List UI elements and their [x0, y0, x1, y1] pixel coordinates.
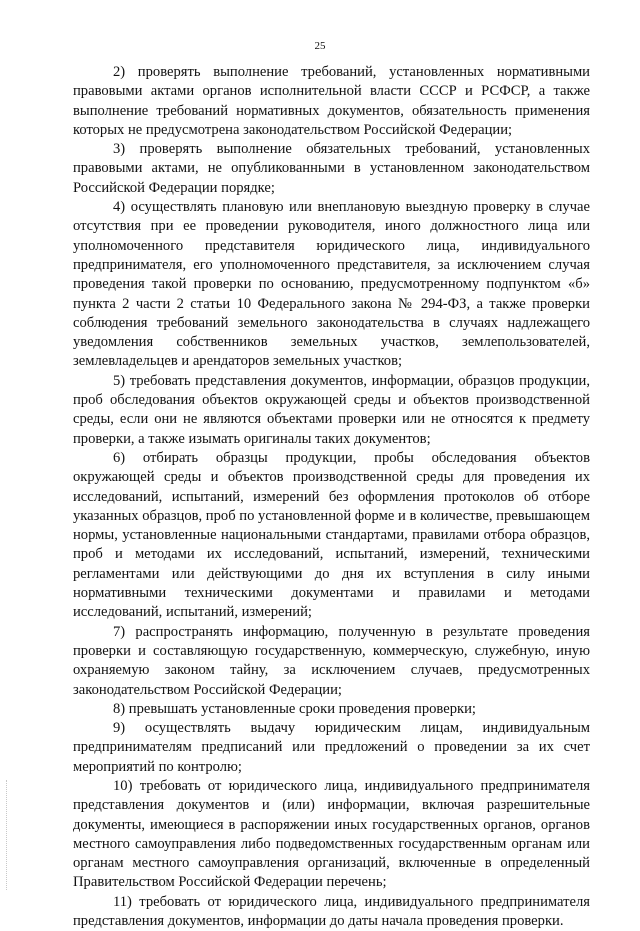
paragraph-item-5: 5) требовать представления документов, информации, образцов продукции, проб обследования объектов окружающей среды и объектов производственной среды, если они не являются объектами проверки или не относятся к предмету проверки, а также изымать оригиналы таких документов; — [73, 372, 590, 447]
paragraph-item-11: 11) требовать от юридического лица, индивидуального предпринимателя представления документов, информации до даты начала проведения проверки. — [73, 893, 590, 930]
paragraph-item-2: 2) проверять выполнение требований, установленных нормативными правовыми актами органов исполнительной власти СССР и РСФСР, а также выполнение требований нормативных документов, обязательность применения которых не предусмотрена законодательством Российской Федерации; — [73, 64, 590, 138]
paragraph-item-8: 8) превышать установленные сроки проведения проверки; — [113, 700, 476, 717]
paragraph-item-9: 9) осуществлять выдачу юридическим лицам, индивидуальным предпринимателям предписаний или предложений о проведении за их счет мероприятий по контролю; — [73, 720, 590, 775]
scan-margin-marks — [6, 780, 11, 890]
document-body — [73, 63, 590, 931]
paragraph-item-4: 4) осуществлять плановую или внеплановую выездную проверку в случае отсутствия при ее проведении руководителя, иного должностного лица или уполномоченного представителя юридического лица, индивидуального предпринимателя, его уполномоченного представителя, за исключением случая проведения такой проверки по основанию, предусмотренному подпунктом «б» пункта 2 части 2 статьи 10 Федерального закона № 294-ФЗ, а также проверки соблюдения требований земельного законодательства в случаях надлежащего уведомления собственников земельных участков, землепользователей, землевладельцев и арендаторов земельных участков; — [73, 199, 590, 370]
paragraph-item-7: 7) распространять информацию, полученную в результате проведения проверки и составляющую государственную, коммерческую, служебную, иную охраняемую законом тайну, за исключением случаев, предусмотренных законодательством Российской Федерации; — [73, 623, 590, 698]
paragraph-item-10: 10) требовать от юридического лица, индивидуального предпринимателя представления документов и (или) информации, включая разрешительные документы, имеющиеся в распоряжении иных государственных органов, органов местного самоуправления либо подведомственных государственным органам или органам местного самоуправления организаций, включенные в определенный Правительством Российской Федерации перечень; — [73, 777, 590, 891]
page-number: 25 — [314, 40, 326, 52]
paragraph-item-3: 3) проверять выполнение обязательных требований, установленных правовыми актами, не опубликованными в установленном законодательством Российской Федерации порядке; — [73, 141, 590, 196]
paragraph-item-6: 6) отбирать образцы продукции, пробы обследования объектов окружающей среды и объектов производственной среды для проведения их исследований, испытаний, измерений без оформления протоколов об отборе указанных образцов, проб по установленной форме и в количестве, превышающем нормы, установленные национальными стандартами, правилами отбора образцов, проб и методами их исследований, испытаний, измерений, техническими регламентами или действующими до дня их вступления в силу иными нормативными техническими документами и правилами и методами исследований, испытаний, измерений; — [73, 449, 590, 621]
